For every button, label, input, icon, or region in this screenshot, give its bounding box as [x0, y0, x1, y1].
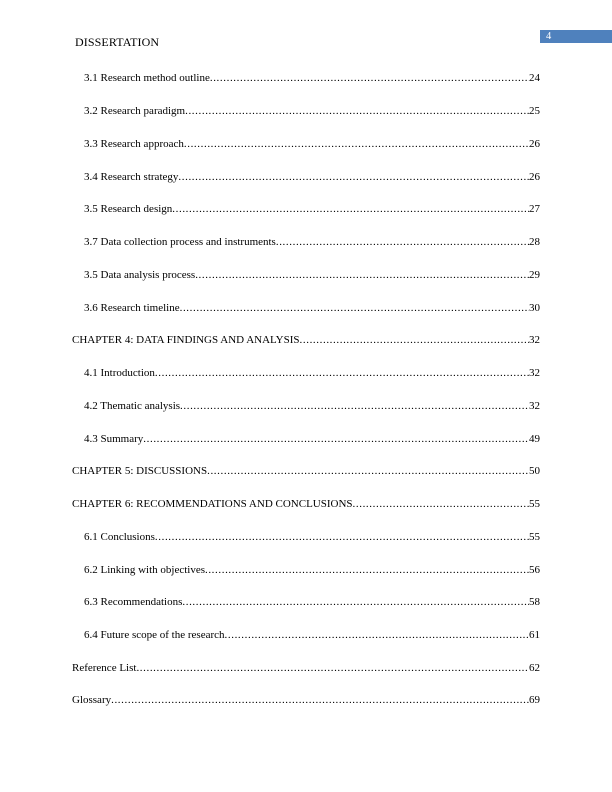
toc-dot-leader [276, 234, 529, 250]
toc-entry-page: 32 [529, 334, 540, 346]
toc-dot-leader [180, 300, 529, 316]
toc-dot-leader [225, 627, 529, 643]
running-header-title: DISSERTATION [75, 35, 160, 49]
toc-entry-page: 58 [529, 596, 540, 608]
toc-entry[interactable] [84, 562, 540, 578]
toc-entry[interactable] [84, 365, 540, 381]
toc-entry-page: 28 [529, 236, 540, 248]
toc-dot-leader [184, 136, 529, 152]
toc-entry-page: 49 [529, 433, 540, 445]
toc-entry[interactable] [72, 692, 540, 708]
toc-entry[interactable] [72, 660, 540, 676]
toc-dot-leader [210, 70, 529, 86]
toc-entry[interactable] [84, 431, 540, 447]
toc-entry[interactable] [72, 463, 540, 479]
toc-entry-title: 3.4 Research strategy [84, 171, 179, 183]
toc-entry[interactable] [84, 136, 540, 152]
toc-dot-leader [111, 692, 529, 708]
page-number: 4 [546, 31, 552, 42]
toc-entry-page: 50 [529, 465, 540, 477]
toc-entry-title: 3.7 Data collection process and instruments [84, 236, 276, 248]
toc-dot-leader [353, 496, 529, 512]
toc-entry-page: 32 [529, 400, 540, 412]
toc-entry-title: 6.3 Recommendations [84, 596, 183, 608]
toc-entry[interactable] [84, 234, 540, 250]
toc-entry-title: 3.6 Research timeline [84, 302, 180, 314]
toc-dot-leader [143, 431, 529, 447]
toc-entry[interactable] [84, 627, 540, 643]
toc-dot-leader [172, 201, 529, 217]
toc-entry-page: 30 [529, 302, 540, 314]
toc-dot-leader [178, 169, 529, 185]
toc-dot-leader [155, 529, 529, 545]
toc-entry-title: 3.1 Research method outline [84, 72, 210, 84]
toc-dot-leader [207, 463, 529, 479]
toc-dot-leader [185, 103, 529, 119]
toc-entry[interactable] [72, 496, 540, 512]
toc-entry[interactable] [84, 594, 540, 610]
toc-entry-title: 3.5 Data analysis process [84, 269, 196, 281]
toc-dot-leader [182, 594, 529, 610]
toc-entry-title: CHAPTER 6: RECOMMENDATIONS AND CONCLUSIONS [72, 498, 353, 510]
toc-entry-title: 4.2 Thematic analysis [84, 400, 181, 412]
toc-dot-leader [195, 267, 529, 283]
toc-dot-leader [155, 365, 529, 381]
toc-entry-title: 3.5 Research design [84, 203, 173, 215]
toc-dot-leader [180, 398, 529, 414]
toc-entry[interactable] [84, 300, 540, 316]
toc-entry-page: 55 [529, 531, 540, 543]
toc-entry-page: 26 [529, 138, 540, 150]
toc-entry[interactable] [84, 103, 540, 119]
toc-entry-title: CHAPTER 4: DATA FINDINGS AND ANALYSIS [72, 334, 300, 346]
toc-dot-leader [136, 660, 529, 676]
toc-entry-title: CHAPTER 5: DISCUSSIONS [72, 465, 208, 477]
page-number-badge [540, 30, 612, 43]
toc-entry-page: 32 [529, 367, 540, 379]
toc-dot-leader [205, 562, 529, 578]
toc-entry-title: 6.4 Future scope of the research [84, 629, 225, 641]
toc-entry-title: 6.2 Linking with objectives [84, 564, 205, 576]
toc-entry-page: 69 [529, 694, 540, 706]
toc-entry-title: Reference List [72, 662, 137, 674]
toc-entry-page: 56 [529, 564, 540, 576]
toc-entry-title: 6.1 Conclusions [84, 531, 155, 543]
toc-entry-title: 3.2 Research paradigm [84, 105, 186, 117]
toc-entry-page: 61 [529, 629, 540, 641]
toc-entry[interactable] [84, 398, 540, 414]
toc-entry[interactable] [72, 332, 540, 348]
toc-entry[interactable] [84, 267, 540, 283]
toc-entry-title: 4.1 Introduction [84, 367, 155, 379]
toc-dot-leader [300, 332, 529, 348]
toc-entry[interactable] [84, 70, 540, 86]
toc-entry-page: 24 [529, 72, 540, 84]
toc-entry[interactable] [84, 201, 540, 217]
toc-entry-title: Glossary [72, 694, 112, 706]
toc-entry-page: 25 [529, 105, 540, 117]
toc-entry-page: 27 [529, 203, 540, 215]
toc-entry-page: 29 [529, 269, 540, 281]
toc-entry[interactable] [84, 169, 540, 185]
toc-entry-page: 62 [529, 662, 540, 674]
toc-entry-title: 4.3 Summary [84, 433, 144, 445]
toc-entry-title: 3.3 Research approach [84, 138, 184, 150]
toc-entry-page: 55 [529, 498, 540, 510]
toc-entry-page: 26 [529, 171, 540, 183]
toc-entry[interactable] [84, 529, 540, 545]
